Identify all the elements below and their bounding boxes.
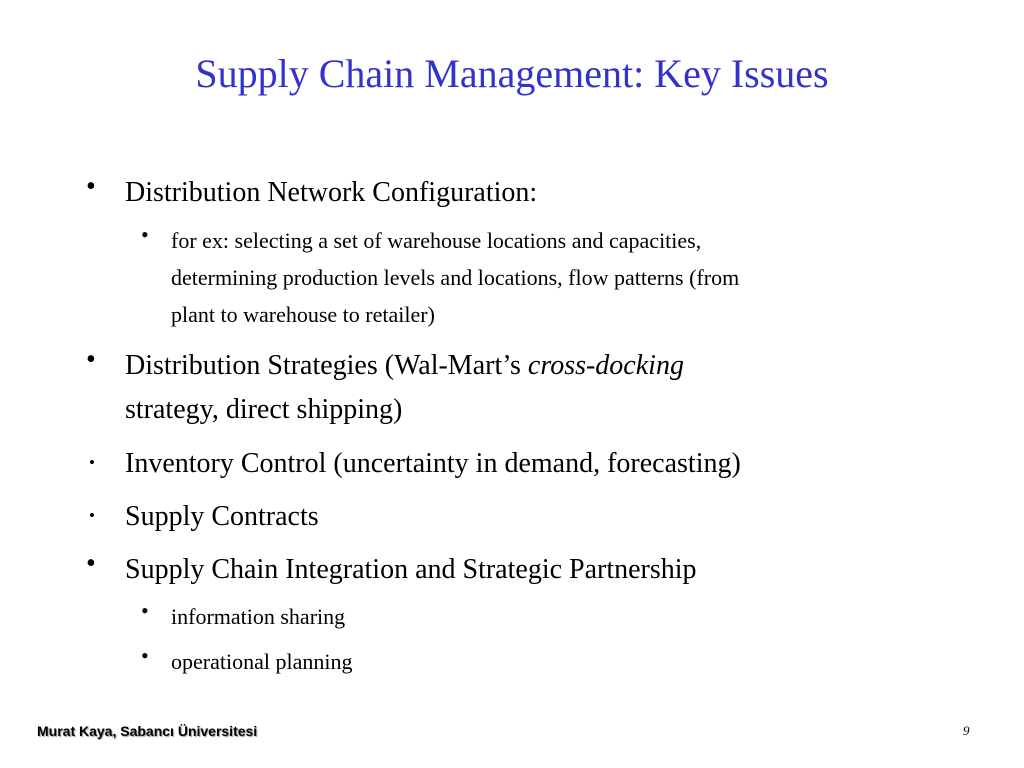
- bullet-glyph: •: [86, 171, 96, 202]
- sub-bullet-glyph: •: [141, 598, 149, 623]
- bullet-text-line-2: strategy, direct shipping): [125, 394, 403, 425]
- bullet-glyph: •: [89, 453, 95, 472]
- bullet-glyph: •: [86, 548, 96, 579]
- sub-bullet-glyph: •: [141, 222, 149, 247]
- sub-bullet-glyph: •: [141, 643, 149, 668]
- sub-bullet-text: information sharing: [171, 604, 346, 629]
- bullet-text: Distribution Network Configuration:: [125, 177, 538, 208]
- bullet-text-italic: cross-docking: [527, 350, 684, 381]
- page-number: 9: [963, 723, 970, 738]
- bullet-text-plain: Distribution Strategies (Wal-Mart’s: [125, 350, 528, 381]
- slide-title: Supply Chain Management: Key Issues: [195, 51, 829, 96]
- bullet-text: Supply Contracts: [125, 501, 319, 532]
- footer-author: Murat Kaya, Sabancı Üniversitesi: [37, 723, 258, 739]
- bullet-glyph: •: [89, 506, 95, 525]
- sub-bullet-text-line-2: determining production levels and locations, flow patterns (from: [171, 265, 740, 290]
- sub-bullet-text: operational planning: [171, 649, 353, 674]
- bullet-text-line-1: [125, 344, 885, 388]
- bullet-text: Inventory Control (uncertainty in demand, forecasting): [125, 448, 741, 479]
- sub-bullet-text-line-1: for ex: selecting a set of warehouse locations and capacities,: [171, 228, 702, 253]
- sub-bullet-text-line-3: plant to warehouse to retailer): [171, 302, 435, 327]
- bullet-glyph: •: [86, 344, 96, 375]
- bullet-text: Supply Chain Integration and Strategic Partnership: [125, 554, 697, 585]
